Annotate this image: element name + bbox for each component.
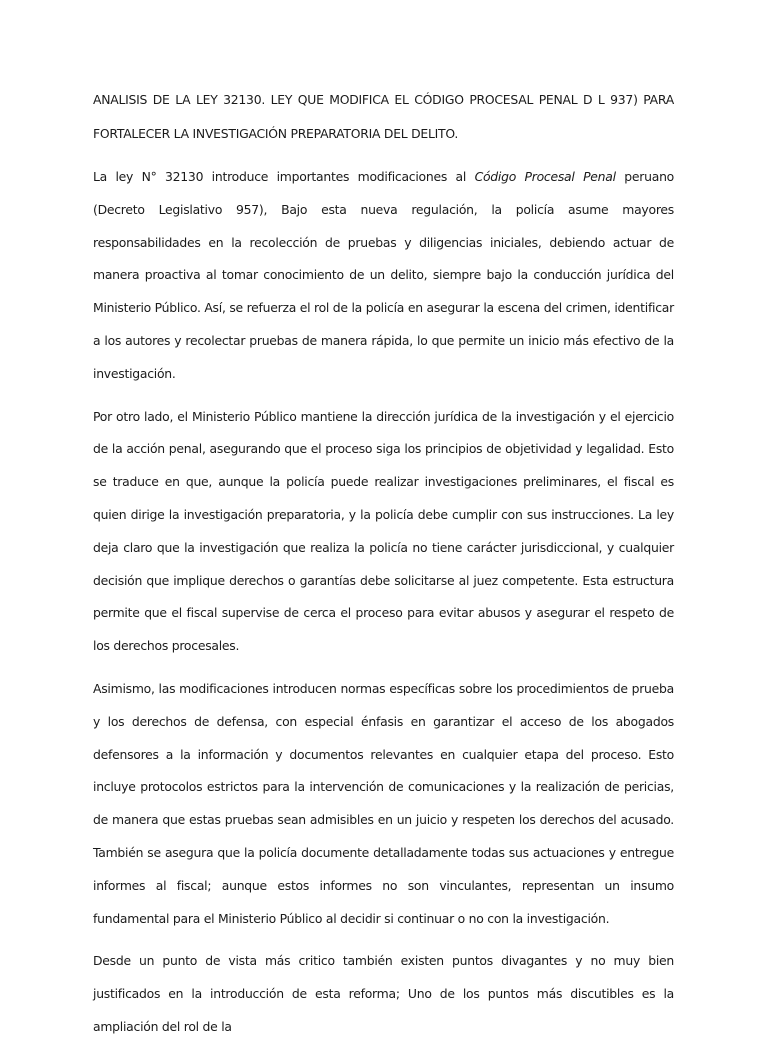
paragraph-1-italic-term: Código Procesal Penal — [474, 169, 616, 184]
document-title: ANALISIS DE LA LEY 32130. LEY QUE MODIFICA EL CÓDIGO PROCESAL PENAL D L 937) PARA FORTALECER LA INVESTIGACIÓN PREPARATORIA DEL DELITO. — [93, 92, 674, 141]
paragraph-1-text-start: La ley N° 32130 introduce importantes modificaciones al — [93, 169, 475, 184]
paragraph-3: Asimismo, las modificaciones introducen normas específicas sobre los procedimientos de prueba y los derechos de defensa, con especial énfasis en garantizar el acceso de los abogados defensores a la información y documentos relevantes en cualquier etapa del proceso. Esto incluye protocolos estrictos para la intervención de comunicaciones y la realización de pericias, de manera que estas pruebas sean admisibles en un juicio y respeten los derechos del acusado. También se asegura que la policía documente detalladamente todas sus actuaciones y entregue informes al fiscal; aunque estos informes no son vinculantes, representan un insumo fundamental para el Ministerio Público al decidir si continuar o no con la investigación. — [93, 680, 674, 926]
paragraph-2: Por otro lado, el Ministerio Público mantiene la dirección jurídica de la investigación y el ejercicio de la acción penal, asegurando que el proceso siga los principios de objetividad y legalidad. Esto se traduce en que, aunque la policía puede realizar investigaciones preliminares, el fiscal es quien dirige la investigación preparatoria, y la policía debe cumplir con sus instrucciones. La ley deja claro que la investigación que realiza la policía no tiene carácter jurisdiccional, y cualquier decisión que implique derechos o garantías debe solicitarse al juez competente. Esta estructura permite que el fiscal supervise de cerca el proceso para evitar abusos y asegurar el respeto de los derechos procesales. — [93, 408, 674, 654]
paragraph-1 — [93, 161, 674, 391]
document-body — [93, 83, 674, 1054]
paragraph-1-text-end: peruano (Decreto Legislativo 957), Bajo esta nueva regulación, la policía asume mayores responsabilidades en la recolección de pruebas y diligencias iniciales, debiendo actuar de manera proactiva al tomar conocimiento de un delito, siempre bajo la conducción jurídica del Ministerio Público. Así, se refuerza el rol de la policía en asegurar la escena del crimen, identificar a los autores y recolectar pruebas de manera rápida, lo que permite un inicio más efectivo de la investigación. — [93, 169, 675, 381]
paragraph-4: Desde un punto de vista más critico también existen puntos divagantes y no muy bien justificados en la introducción de esta reforma; Uno de los puntos más discutibles es la ampliación del rol de la — [93, 953, 674, 1034]
